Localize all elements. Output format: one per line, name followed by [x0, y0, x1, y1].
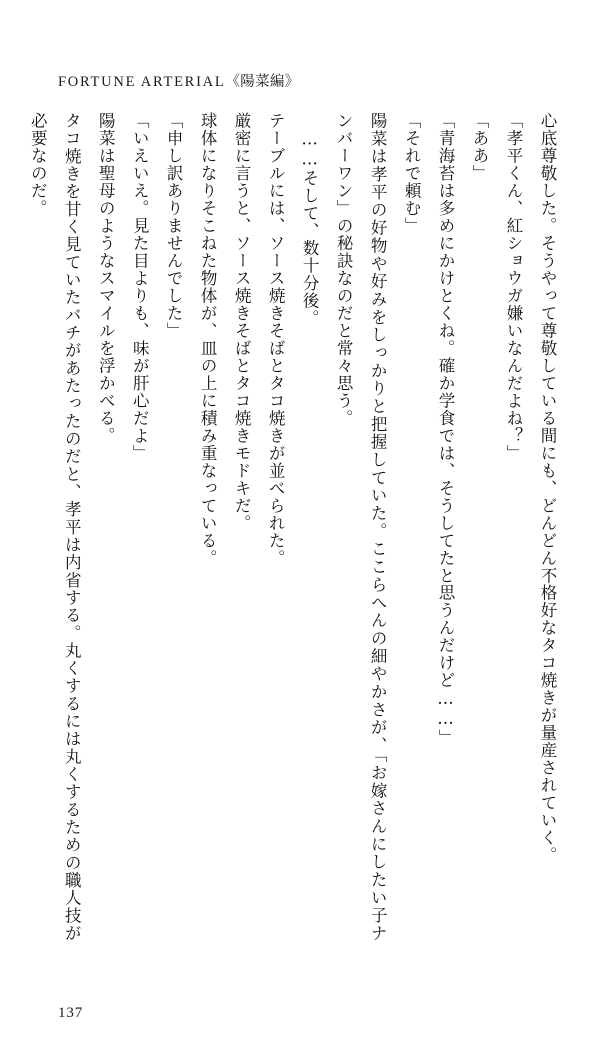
paragraph: 球体になりそこねた物体が、皿の上に積み重なっている。 [198, 112, 218, 567]
paragraph: 陽菜は聖母のようなスマイルを浮かべる。 [96, 112, 116, 445]
paragraph: 「それで頼む」 [402, 112, 422, 235]
paragraph: ……そして、数十分後。 [300, 112, 320, 327]
paragraph: 「申し訳ありませんでした」 [164, 112, 184, 340]
running-header-volume: 《陽菜編》 [225, 74, 300, 90]
paragraph: 「いえいえ。見た目よりも、味が肝心だよ」 [130, 112, 150, 462]
running-header-series: FORTUNE ARTERIAL [58, 74, 226, 90]
body-text-vertical [28, 112, 564, 942]
page-number: 137 [58, 1005, 84, 1021]
paragraph: タコ焼きを甘く見ていたバチがあたったのだと、孝平は内省する。丸くするには丸くするための職人技が必要なのだ。 [28, 112, 82, 942]
paragraph: 「ああ」 [470, 112, 490, 182]
paragraph: 陽菜は孝平の好物や好みをしっかりと把握していた。ここらへんの細やかさが、「お嫁さんにしたい子ナンバーワン」の秘訣なのだと常々思う。 [334, 112, 388, 942]
paragraph: 心底尊敬した。そうやって尊敬している間にも、どんどん不格好なタコ焼きが量産されていく。 [538, 112, 557, 865]
paragraph: 「青海苔は多めにかけとくね。確か学食では、そうしてたと思うんだけど……」 [436, 112, 456, 747]
paragraph: 厳密に言うと、ソース焼きそばとタコ焼きモドキだ。 [232, 112, 252, 532]
paragraph: 「孝平くん、紅ショウガ嫌いなんだよね？」 [504, 112, 524, 462]
running-header [58, 70, 299, 91]
paragraph: テーブルには、ソース焼きそばとタコ焼きが並べられた。 [266, 112, 286, 567]
